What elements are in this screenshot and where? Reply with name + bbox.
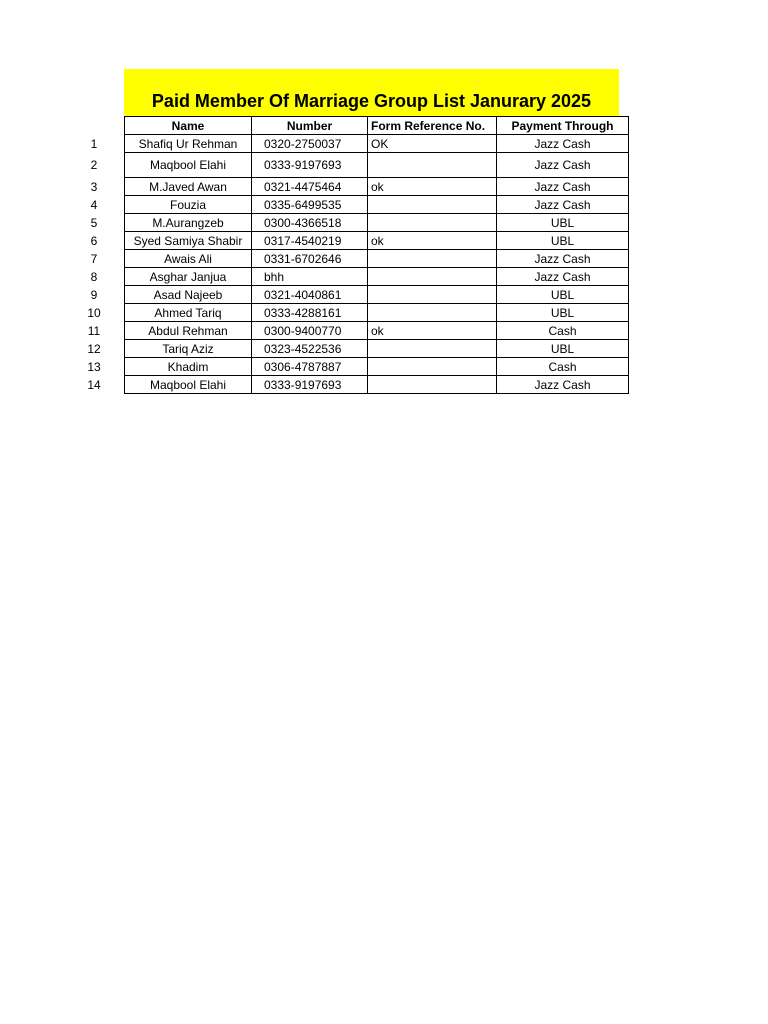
cell-name[interactable]: Tariq Aziz	[125, 340, 252, 358]
cell-form-ref[interactable]: ok	[368, 322, 497, 340]
cell-name[interactable]: M.Javed Awan	[125, 178, 252, 196]
cell-payment[interactable]: Cash	[497, 358, 629, 376]
cell-number[interactable]: 0300-4366518	[252, 214, 368, 232]
cell-form-ref[interactable]	[368, 268, 497, 286]
cell-number[interactable]: 0333-4288161	[252, 304, 368, 322]
table-row	[125, 250, 629, 268]
table-row	[125, 214, 629, 232]
cell-name[interactable]: Ahmed Tariq	[125, 304, 252, 322]
cell-payment[interactable]: UBL	[497, 214, 629, 232]
header-payment: Payment Through	[497, 117, 629, 135]
table-row	[125, 153, 629, 178]
row-number: 7	[90, 251, 98, 266]
row-number: 10	[87, 305, 101, 320]
cell-number[interactable]: 0321-4475464	[252, 178, 368, 196]
cell-form-ref[interactable]	[368, 153, 497, 178]
row-number: 1	[90, 136, 98, 151]
cell-payment[interactable]: Jazz Cash	[497, 178, 629, 196]
cell-number[interactable]: 0335-6499535	[252, 196, 368, 214]
cell-payment[interactable]: Jazz Cash	[497, 268, 629, 286]
cell-form-ref[interactable]: OK	[368, 135, 497, 153]
cell-number[interactable]: 0323-4522536	[252, 340, 368, 358]
cell-payment[interactable]: Jazz Cash	[497, 196, 629, 214]
cell-form-ref[interactable]	[368, 286, 497, 304]
cell-form-ref[interactable]	[368, 196, 497, 214]
cell-name[interactable]: Maqbool Elahi	[125, 153, 252, 178]
cell-payment[interactable]: Cash	[497, 322, 629, 340]
table-row	[125, 358, 629, 376]
cell-form-ref[interactable]	[368, 214, 497, 232]
table-row	[125, 196, 629, 214]
cell-form-ref[interactable]	[368, 250, 497, 268]
header-row	[125, 117, 629, 135]
table-row	[125, 322, 629, 340]
cell-name[interactable]: Shafiq Ur Rehman	[125, 135, 252, 153]
cell-payment[interactable]: Jazz Cash	[497, 376, 629, 394]
sheet-title: Paid Member Of Marriage Group List Janurary 2025	[124, 69, 619, 116]
row-number: 6	[90, 233, 98, 248]
header-number: Number	[252, 117, 368, 135]
cell-name[interactable]: M.Aurangzeb	[125, 214, 252, 232]
cell-number[interactable]: 0320-2750037	[252, 135, 368, 153]
row-number: 8	[90, 269, 98, 284]
cell-form-ref[interactable]: ok	[368, 178, 497, 196]
header-form-ref: Form Reference No.	[368, 117, 497, 135]
table-row	[125, 232, 629, 250]
row-number: 4	[90, 197, 98, 212]
cell-payment[interactable]: UBL	[497, 304, 629, 322]
table-row	[125, 340, 629, 358]
cell-name[interactable]: Abdul Rehman	[125, 322, 252, 340]
header-name: Name	[125, 117, 252, 135]
row-number: 11	[87, 323, 101, 338]
table-row	[125, 286, 629, 304]
table-row	[125, 376, 629, 394]
cell-payment[interactable]: Jazz Cash	[497, 250, 629, 268]
cell-name[interactable]: Maqbool Elahi	[125, 376, 252, 394]
row-number: 2	[90, 158, 98, 172]
cell-form-ref[interactable]	[368, 340, 497, 358]
cell-number[interactable]: 0321-4040861	[252, 286, 368, 304]
cell-name[interactable]: Awais Ali	[125, 250, 252, 268]
cell-number[interactable]: bhh	[252, 268, 368, 286]
cell-form-ref[interactable]: ok	[368, 232, 497, 250]
table-row	[125, 268, 629, 286]
cell-number[interactable]: 0317-4540219	[252, 232, 368, 250]
cell-number[interactable]: 0331-6702646	[252, 250, 368, 268]
cell-payment[interactable]: UBL	[497, 286, 629, 304]
cell-name[interactable]: Asghar Janjua	[125, 268, 252, 286]
table-body	[125, 135, 629, 394]
members-table	[124, 116, 629, 394]
cell-name[interactable]: Syed Samiya Shabir	[125, 232, 252, 250]
cell-number[interactable]: 0306-4787887	[252, 358, 368, 376]
cell-payment[interactable]: UBL	[497, 232, 629, 250]
row-number: 5	[90, 215, 98, 230]
cell-form-ref[interactable]	[368, 376, 497, 394]
cell-payment[interactable]: UBL	[497, 340, 629, 358]
cell-name[interactable]: Fouzia	[125, 196, 252, 214]
cell-form-ref[interactable]	[368, 358, 497, 376]
cell-name[interactable]: Khadim	[125, 358, 252, 376]
row-number: 12	[87, 341, 101, 356]
table-row	[125, 304, 629, 322]
cell-number[interactable]: 0333-9197693	[252, 153, 368, 178]
row-number: 9	[90, 287, 98, 302]
row-number: 3	[90, 179, 98, 194]
cell-payment[interactable]: Jazz Cash	[497, 153, 629, 178]
cell-name[interactable]: Asad Najeeb	[125, 286, 252, 304]
cell-form-ref[interactable]	[368, 304, 497, 322]
cell-number[interactable]: 0333-9197693	[252, 376, 368, 394]
row-number: 13	[87, 359, 101, 374]
cell-number[interactable]: 0300-9400770	[252, 322, 368, 340]
table-row	[125, 135, 629, 153]
cell-payment[interactable]: Jazz Cash	[497, 135, 629, 153]
row-number: 14	[87, 377, 101, 392]
table-row	[125, 178, 629, 196]
